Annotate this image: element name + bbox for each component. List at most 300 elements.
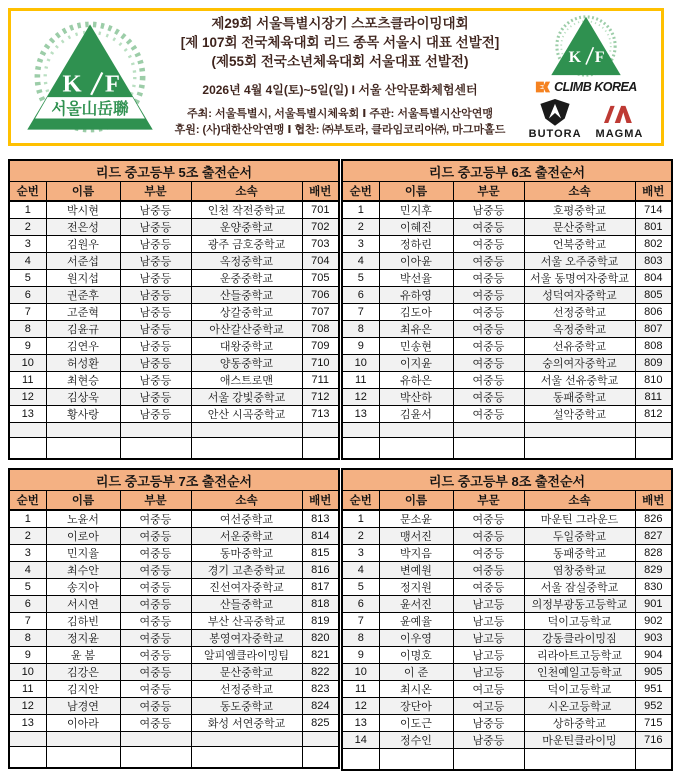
table-cell: 13 bbox=[9, 406, 46, 423]
table-cell: 남중등 bbox=[120, 321, 191, 338]
table-cell: 마운틴클라이밍 bbox=[524, 732, 635, 749]
table-cell: 김연우 bbox=[46, 338, 120, 355]
table-cell bbox=[302, 732, 339, 747]
table-cell: 12 bbox=[9, 389, 46, 406]
table-cell: 선정중학교 bbox=[191, 681, 302, 698]
table-cell: 5 bbox=[9, 270, 46, 287]
table-title: 리드 중고등부 7조 출전순서 bbox=[9, 469, 339, 491]
table-cell: 남중등 bbox=[120, 406, 191, 423]
table-cell: 여중등 bbox=[453, 304, 524, 321]
table-cell: 11 bbox=[9, 372, 46, 389]
kf-letter-k: K bbox=[568, 48, 582, 66]
table-cell: 선유중학교 bbox=[524, 338, 635, 355]
table-cell: 상갈중학교 bbox=[191, 304, 302, 321]
column-header: 부분 bbox=[120, 182, 191, 202]
table-cell: 여중등 bbox=[453, 579, 524, 596]
table-row bbox=[342, 596, 672, 613]
table-cell: 의정부광동고등학교 bbox=[524, 596, 635, 613]
table-row bbox=[342, 270, 672, 287]
table-cell: 여중등 bbox=[120, 664, 191, 681]
table-cell bbox=[46, 423, 120, 438]
table-row bbox=[9, 510, 339, 528]
table-row bbox=[9, 355, 339, 372]
table-cell bbox=[524, 749, 635, 771]
table-cell: 아산갈산중학교 bbox=[191, 321, 302, 338]
table-cell: 남고등 bbox=[453, 647, 524, 664]
table-cell bbox=[120, 438, 191, 460]
start-order-table bbox=[341, 468, 673, 771]
table-cell: 812 bbox=[635, 406, 672, 423]
table-cell: 702 bbox=[302, 219, 339, 236]
empty-row bbox=[342, 423, 672, 438]
table-cell: 숭의여자중학교 bbox=[524, 355, 635, 372]
empty-row bbox=[9, 438, 339, 460]
table-cell: 강동클라이밍짐 bbox=[524, 630, 635, 647]
table-row bbox=[342, 372, 672, 389]
sponsor-line: 후원: (사)대한산악연맹 Ⅰ 협찬: ㈜부토라, 클라임코리아㈜, 마그마홀드 bbox=[174, 124, 506, 137]
table-cell: 이지윤 bbox=[379, 355, 453, 372]
table-cell: 덕이고등학교 bbox=[524, 681, 635, 698]
table-cell: 황사랑 bbox=[46, 406, 120, 423]
table-row bbox=[342, 562, 672, 579]
table-cell: 14 bbox=[342, 732, 379, 749]
table-cell: 정수인 bbox=[379, 732, 453, 749]
table-cell: 2 bbox=[9, 528, 46, 545]
table-cell: 최시온 bbox=[379, 681, 453, 698]
table-cell: 825 bbox=[302, 715, 339, 732]
header-box bbox=[8, 8, 664, 146]
table-cell: 803 bbox=[635, 253, 672, 270]
table-cell: 820 bbox=[302, 630, 339, 647]
table-cell: 최현승 bbox=[46, 372, 120, 389]
climb-korea-logo bbox=[535, 80, 637, 94]
table-cell: 802 bbox=[635, 236, 672, 253]
table-title: 리드 중고등부 6조 출전순서 bbox=[342, 160, 672, 182]
competition-header-text bbox=[169, 15, 511, 139]
table-cell: 여중등 bbox=[453, 321, 524, 338]
column-header: 순번 bbox=[342, 491, 379, 511]
table-cell bbox=[120, 423, 191, 438]
table-row bbox=[342, 732, 672, 749]
table-cell: 남중등 bbox=[120, 236, 191, 253]
table-cell: 801 bbox=[635, 219, 672, 236]
table-cell: 옥정중학교 bbox=[524, 321, 635, 338]
table-cell: 운중중학교 bbox=[191, 270, 302, 287]
table-row bbox=[9, 253, 339, 270]
table-row bbox=[342, 715, 672, 732]
table-header-row bbox=[342, 491, 672, 511]
table-cell bbox=[191, 423, 302, 438]
table-cell: 9 bbox=[9, 647, 46, 664]
table-cell: 704 bbox=[302, 253, 339, 270]
table-row bbox=[9, 406, 339, 423]
table-cell: 12 bbox=[342, 389, 379, 406]
empty-row bbox=[342, 749, 672, 771]
table-cell: 712 bbox=[302, 389, 339, 406]
table-cell: 여고등 bbox=[453, 681, 524, 698]
table-cell: 여중등 bbox=[453, 528, 524, 545]
table-cell: 706 bbox=[302, 287, 339, 304]
butora-label: BUTORA bbox=[528, 127, 582, 140]
table-cell: 703 bbox=[302, 236, 339, 253]
table-cell: 동패중학교 bbox=[524, 545, 635, 562]
competition-title-line-2: [제 107회 전국체육대회 리드 종목 서울시 대표 선발전] bbox=[180, 35, 500, 51]
table-cell: 이명호 bbox=[379, 647, 453, 664]
table-cell: 11 bbox=[342, 372, 379, 389]
competition-title-line-1: 제29회 서울특별시장기 스포츠클라이밍대회 bbox=[211, 16, 469, 32]
table-cell: 남중등 bbox=[120, 304, 191, 321]
table-cell: 부산 산곡중학교 bbox=[191, 613, 302, 630]
table-cell: 유하은 bbox=[379, 372, 453, 389]
table-cell bbox=[635, 423, 672, 438]
table-cell bbox=[120, 732, 191, 747]
table-cell: 818 bbox=[302, 596, 339, 613]
table-cell: 남경연 bbox=[46, 698, 120, 715]
table-cell: 901 bbox=[635, 596, 672, 613]
table-cell bbox=[635, 749, 672, 771]
table-cell: 동패중학교 bbox=[524, 389, 635, 406]
table-cell: 노윤서 bbox=[46, 510, 120, 528]
table-cell bbox=[9, 732, 46, 747]
table-cell: 이도근 bbox=[379, 715, 453, 732]
table-row bbox=[9, 664, 339, 681]
table-cell: 남중등 bbox=[120, 201, 191, 219]
table-cell: 남고등 bbox=[453, 613, 524, 630]
sponsor-logos bbox=[511, 15, 661, 140]
table-cell bbox=[453, 438, 524, 460]
table-cell: 김지안 bbox=[46, 681, 120, 698]
table-cell: 952 bbox=[635, 698, 672, 715]
table-cell: 권준후 bbox=[46, 287, 120, 304]
table-cell: 여중등 bbox=[453, 562, 524, 579]
table-cell: 716 bbox=[635, 732, 672, 749]
table-cell: 남중등 bbox=[120, 219, 191, 236]
table-cell: 6 bbox=[9, 287, 46, 304]
table-row bbox=[342, 681, 672, 698]
table-cell: 애스트로맨 bbox=[191, 372, 302, 389]
column-header: 순번 bbox=[9, 491, 46, 511]
date-venue-line: 2026년 4월 4일(토)~5일(일) I 서울 산악문화체험센터 bbox=[202, 82, 478, 97]
table-row bbox=[342, 630, 672, 647]
table-cell: 박지음 bbox=[379, 545, 453, 562]
table-row bbox=[342, 219, 672, 236]
table-cell: 3 bbox=[342, 236, 379, 253]
table-cell: 여중등 bbox=[120, 545, 191, 562]
table-cell: 여중등 bbox=[120, 596, 191, 613]
table-cell: 827 bbox=[635, 528, 672, 545]
table-row bbox=[342, 321, 672, 338]
table-cell: 대왕중학교 bbox=[191, 338, 302, 355]
table-cell: 마운틴 그라운드 bbox=[524, 510, 635, 528]
table-cell: 2 bbox=[342, 219, 379, 236]
table-cell: 여중등 bbox=[120, 562, 191, 579]
table-cell: 819 bbox=[302, 613, 339, 630]
table-cell: 951 bbox=[635, 681, 672, 698]
table-cell: 알피엠클라이밍팀 bbox=[191, 647, 302, 664]
column-header: 이름 bbox=[379, 491, 453, 511]
table-cell bbox=[302, 423, 339, 438]
table-cell: 민지후 bbox=[379, 201, 453, 219]
table-cell: 8 bbox=[342, 321, 379, 338]
table-cell bbox=[46, 732, 120, 747]
table-title: 리드 중고등부 8조 출전순서 bbox=[342, 469, 672, 491]
column-header: 배번 bbox=[302, 182, 339, 202]
table-cell: 2 bbox=[9, 219, 46, 236]
table-cell: 10 bbox=[342, 664, 379, 681]
table-row bbox=[9, 715, 339, 732]
start-order-table-group-7 bbox=[8, 468, 338, 771]
table-cell: 711 bbox=[302, 372, 339, 389]
table-row bbox=[342, 355, 672, 372]
table-cell: 남중등 bbox=[453, 732, 524, 749]
table-cell: 화성 서연중학교 bbox=[191, 715, 302, 732]
column-header: 순번 bbox=[9, 182, 46, 202]
table-cell: 변예원 bbox=[379, 562, 453, 579]
table-cell: 여중등 bbox=[453, 510, 524, 528]
table-cell: 701 bbox=[302, 201, 339, 219]
table-row bbox=[9, 613, 339, 630]
table-cell: 830 bbox=[635, 579, 672, 596]
table-cell: 여중등 bbox=[453, 389, 524, 406]
table-cell: 여중등 bbox=[120, 630, 191, 647]
host-line: 주최: 서울특별시, 서울특별시체육회 Ⅰ 주관: 서울특별시산악연맹 bbox=[186, 107, 494, 120]
table-cell: 두일중학교 bbox=[524, 528, 635, 545]
table-cell: 705 bbox=[302, 270, 339, 287]
table-cell: 3 bbox=[342, 545, 379, 562]
table-cell bbox=[191, 747, 302, 769]
table-row bbox=[342, 253, 672, 270]
table-cell: 광주 금호중학교 bbox=[191, 236, 302, 253]
table-row bbox=[342, 579, 672, 596]
table-cell: 806 bbox=[635, 304, 672, 321]
table-cell: 동도중학교 bbox=[191, 698, 302, 715]
column-header: 이름 bbox=[46, 491, 120, 511]
table-cell: 4 bbox=[9, 253, 46, 270]
table-cell: 민송현 bbox=[379, 338, 453, 355]
table-cell: 10 bbox=[9, 664, 46, 681]
table-cell: 여중등 bbox=[120, 698, 191, 715]
table-cell: 805 bbox=[635, 287, 672, 304]
table-cell: 서시연 bbox=[46, 596, 120, 613]
table-cell: 7 bbox=[9, 613, 46, 630]
table-cell: 호평중학교 bbox=[524, 201, 635, 219]
table-cell: 언북중학교 bbox=[524, 236, 635, 253]
table-cell: 최수안 bbox=[46, 562, 120, 579]
start-order-table bbox=[8, 468, 340, 769]
table-cell: 김원우 bbox=[46, 236, 120, 253]
table-cell: 윤 봄 bbox=[46, 647, 120, 664]
table-header-row bbox=[9, 182, 339, 202]
table-cell: 남중등 bbox=[120, 338, 191, 355]
table-cell: 허성환 bbox=[46, 355, 120, 372]
table-row bbox=[9, 338, 339, 355]
table-cell: 남고등 bbox=[453, 630, 524, 647]
column-header: 이름 bbox=[46, 182, 120, 202]
table-cell: 덕이고등학교 bbox=[524, 613, 635, 630]
table-cell: 김상욱 bbox=[46, 389, 120, 406]
table-row bbox=[9, 201, 339, 219]
table-cell: 여중등 bbox=[453, 338, 524, 355]
column-header: 소속 bbox=[191, 491, 302, 511]
table-cell: 정지윤 bbox=[46, 630, 120, 647]
magma-label: MAGMA bbox=[595, 127, 644, 140]
table-cell: 서준섭 bbox=[46, 253, 120, 270]
table-cell: 6 bbox=[9, 596, 46, 613]
table-row bbox=[342, 236, 672, 253]
table-cell: 13 bbox=[342, 406, 379, 423]
table-row bbox=[342, 389, 672, 406]
table-cell: 남중등 bbox=[120, 287, 191, 304]
table-cell: 윤예율 bbox=[379, 613, 453, 630]
table-cell: 807 bbox=[635, 321, 672, 338]
table-row bbox=[9, 596, 339, 613]
table-cell: 상하중학교 bbox=[524, 715, 635, 732]
tables-grid bbox=[8, 159, 670, 771]
table-cell: 문소윤 bbox=[379, 510, 453, 528]
table-cell: 여중등 bbox=[453, 219, 524, 236]
table-cell: 7 bbox=[342, 613, 379, 630]
table-row bbox=[342, 647, 672, 664]
table-cell: 826 bbox=[635, 510, 672, 528]
table-cell: 7 bbox=[342, 304, 379, 321]
table-cell: 4 bbox=[342, 253, 379, 270]
table-cell: 서울 강빛중학교 bbox=[191, 389, 302, 406]
column-header: 순번 bbox=[342, 182, 379, 202]
table-cell: 여중등 bbox=[453, 236, 524, 253]
column-header: 부문 bbox=[453, 182, 524, 202]
table-cell: 동마중학교 bbox=[191, 545, 302, 562]
table-cell: 인천예일고등학교 bbox=[524, 664, 635, 681]
column-header: 배번 bbox=[302, 491, 339, 511]
table-cell: 유하영 bbox=[379, 287, 453, 304]
table-cell: 서운중학교 bbox=[191, 528, 302, 545]
table-cell: 남중등 bbox=[120, 253, 191, 270]
table-cell: 13 bbox=[9, 715, 46, 732]
table-cell: 인천 작전중학교 bbox=[191, 201, 302, 219]
table-cell: 4 bbox=[342, 562, 379, 579]
table-cell: 1 bbox=[9, 510, 46, 528]
table-cell: 6 bbox=[342, 287, 379, 304]
table-row bbox=[9, 579, 339, 596]
table-cell: 남중등 bbox=[120, 355, 191, 372]
table-cell: 814 bbox=[302, 528, 339, 545]
table-cell: 709 bbox=[302, 338, 339, 355]
table-cell: 정하린 bbox=[379, 236, 453, 253]
table-title-row bbox=[9, 469, 339, 491]
table-cell: 3 bbox=[9, 545, 46, 562]
table-cell: 여중등 bbox=[453, 406, 524, 423]
table-row bbox=[9, 287, 339, 304]
table-cell: 남중등 bbox=[453, 715, 524, 732]
table-cell: 문산중학교 bbox=[524, 219, 635, 236]
kf-emblem-icon bbox=[550, 15, 622, 77]
table-cell: 710 bbox=[302, 355, 339, 372]
table-cell: 설악중학교 bbox=[524, 406, 635, 423]
table-cell: 714 bbox=[635, 201, 672, 219]
table-cell: 윤서진 bbox=[379, 596, 453, 613]
table-cell: 7 bbox=[9, 304, 46, 321]
table-cell: 맹서진 bbox=[379, 528, 453, 545]
table-cell: 8 bbox=[9, 630, 46, 647]
start-order-table-group-6 bbox=[341, 159, 671, 460]
table-cell: 823 bbox=[302, 681, 339, 698]
table-cell: 전은성 bbox=[46, 219, 120, 236]
table-row bbox=[342, 664, 672, 681]
table-cell: 817 bbox=[302, 579, 339, 596]
table-cell: 산들중학교 bbox=[191, 596, 302, 613]
table-cell: 고준혁 bbox=[46, 304, 120, 321]
table-cell: 5 bbox=[342, 270, 379, 287]
table-cell bbox=[46, 438, 120, 460]
table-cell: 남중등 bbox=[453, 201, 524, 219]
table-cell: 713 bbox=[302, 406, 339, 423]
table-cell: 이혜진 bbox=[379, 219, 453, 236]
table-row bbox=[9, 562, 339, 579]
table-cell: 여중등 bbox=[453, 545, 524, 562]
empty-row bbox=[9, 732, 339, 747]
table-cell: 서울 오주중학교 bbox=[524, 253, 635, 270]
table-cell: 김도아 bbox=[379, 304, 453, 321]
table-cell: 진선여자중학교 bbox=[191, 579, 302, 596]
table-cell: 809 bbox=[635, 355, 672, 372]
table-cell: 8 bbox=[342, 630, 379, 647]
table-cell bbox=[453, 423, 524, 438]
table-cell: 박시현 bbox=[46, 201, 120, 219]
table-cell: 봉영여자중학교 bbox=[191, 630, 302, 647]
table-cell: 1 bbox=[9, 201, 46, 219]
kf-letter-k: K bbox=[62, 70, 82, 98]
column-header: 소속 bbox=[524, 491, 635, 511]
table-cell: 이 준 bbox=[379, 664, 453, 681]
table-row bbox=[9, 528, 339, 545]
table-cell: 서울 잠실중학교 bbox=[524, 579, 635, 596]
table-cell: 이로아 bbox=[46, 528, 120, 545]
table-cell bbox=[302, 747, 339, 769]
table-cell: 옥정중학교 bbox=[191, 253, 302, 270]
table-cell: 905 bbox=[635, 664, 672, 681]
table-cell: 김윤서 bbox=[379, 406, 453, 423]
table-cell: 810 bbox=[635, 372, 672, 389]
start-order-table-group-8 bbox=[341, 468, 671, 771]
column-header: 부문 bbox=[453, 491, 524, 511]
table-cell: 운양중학교 bbox=[191, 219, 302, 236]
table-cell bbox=[191, 438, 302, 460]
table-cell: 송지아 bbox=[46, 579, 120, 596]
table-cell: 여중등 bbox=[120, 681, 191, 698]
table-row bbox=[9, 372, 339, 389]
table-cell: 11 bbox=[342, 681, 379, 698]
table-cell bbox=[379, 423, 453, 438]
table-cell: 5 bbox=[9, 579, 46, 596]
table-cell: 816 bbox=[302, 562, 339, 579]
table-cell: 김윤규 bbox=[46, 321, 120, 338]
table-cell: 서울 동명여자중학교 bbox=[524, 270, 635, 287]
table-cell: 904 bbox=[635, 647, 672, 664]
magma-logo bbox=[596, 103, 644, 140]
table-cell: 822 bbox=[302, 664, 339, 681]
column-header: 이름 bbox=[379, 182, 453, 202]
table-cell: 여중등 bbox=[453, 287, 524, 304]
table-cell: 남중등 bbox=[120, 270, 191, 287]
table-row bbox=[342, 510, 672, 528]
column-header: 배번 bbox=[635, 182, 672, 202]
table-title-row bbox=[342, 160, 672, 182]
table-title-row bbox=[9, 160, 339, 182]
table-row bbox=[342, 528, 672, 545]
table-cell: 문산중학교 bbox=[191, 664, 302, 681]
table-cell bbox=[524, 423, 635, 438]
table-cell: 여중등 bbox=[120, 613, 191, 630]
